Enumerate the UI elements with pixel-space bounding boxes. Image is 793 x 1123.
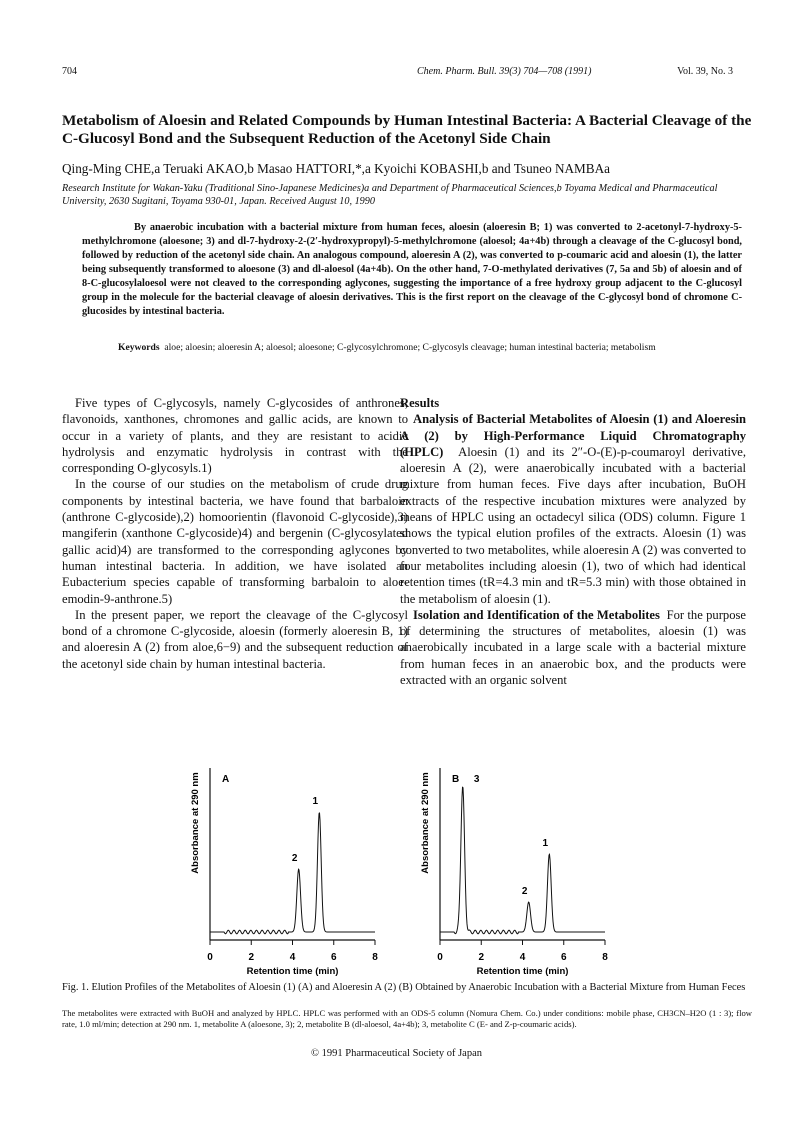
results-paragraph-2 <box>400 607 746 688</box>
panel-b-peak-label-3: 3 <box>473 774 480 785</box>
panel-a-x-tick-label: 8 <box>372 952 378 963</box>
article-title: Metabolism of Aloesin and Related Compounds by Human Intestinal Bacteria: A Bacterial Cleavage of the C-Glucosyl Bond and the Subsequent Reduction of the Acetonyl Side Chain <box>62 112 752 147</box>
intro-paragraph-2: In the course of our studies on the metabolism of crude drug components by intestinal bacteria, we have found that barbaloin (anthrone C-glycoside),2) homoorientin (flavonoid C-glycoside),3) mangiferin (xanthone C-glycoside)4) and bergenin (C-glycosylated gallic acid)4) are transformed to the corresponding aglycones by human intestinal bacteria. In addition, we have isolated an Eubacterium species capable of transforming barbaloin to aloe-emodin-9-anthrone.5) <box>62 477 408 606</box>
intro-paragraph-1: Five types of C-glycosyls, namely C-glycosides of anthrones, flavonoids, xanthones, chromones and gallic acids, are known to occur in a variety of plants, and they are resistant to acidic hydrolysis and enzymatic hydrolysis in contrast with the corresponding O-glycosyls.1) <box>62 396 408 476</box>
results-heading: Results <box>400 396 440 410</box>
results-text-2: For the purpose of determining the structures of metabolites, aloesin (1) was anaerobically incubated in a large scale with a bacterial mixture from human feces in an anaerobic box, and the products were extracted with an organic solvent <box>400 607 746 688</box>
results-paragraph-1 <box>400 411 746 607</box>
panel-a-peak-label-2: 2 <box>291 853 298 864</box>
affiliation: Research Institute for Wakan-Yaku (Traditional Sino-Japanese Medicines)a and Department of Pharmaceutical Sciences,b Toyama Medical and Pharmaceutical University, 2630 Sugitani, Toyama 930-01, Japan. Received August 10, 1990 <box>62 183 718 207</box>
panel-b-x-tick-label: 0 <box>437 952 443 963</box>
panel-b-x-tick-label: 6 <box>560 952 567 963</box>
panel-a-x-tick-label: 2 <box>248 952 255 963</box>
panel-b-panel-label: B <box>452 774 460 785</box>
intro-paragraph-3: In the present paper, we report the cleavage of the C-glycosyl bond of a chromone C-glycoside, aloesin (formerly aloeresin B, 1) and aloeresin A (2) from aloe,6−9) and the subsequent reduction of the acetonyl side chain by human intestinal bacteria. <box>62 607 408 671</box>
keywords-text: aloe; aloesin; aloeresin A; aloesol; aloesone; C-glycosylchromone; C-glycosyls cleavage; human intestinal bacteria; metabolism <box>164 342 656 353</box>
copyright: © 1991 Pharmaceutical Society of Japan <box>311 1048 482 1059</box>
panel-a-x-tick-label: 6 <box>330 952 337 963</box>
figure-1 <box>160 760 660 980</box>
volume-info: Vol. 39, No. 3 <box>677 66 733 77</box>
left-column <box>62 395 408 672</box>
results-subheading-1: Analysis of Bacterial Metabolites of Aloesin (1) and Aloeresin A (2) by High-Performance Liquid Chromatography (HPLC) <box>400 412 746 459</box>
author-list: Qing-Ming CHE,a Teruaki AKAO,b Masao HATTORI,*,a Kyoichi KOBASHI,b and Tsuneo NAMBAa <box>62 161 610 176</box>
right-column <box>400 395 746 688</box>
keywords-label: Keywords <box>118 342 160 353</box>
panel-b-x-tick-label: 4 <box>519 952 526 963</box>
figure-caption: Fig. 1. Elution Profiles of the Metabolites of Aloesin (1) (A) and Aloeresin A (2) (B) Obtained by Anaerobic Incubation with a Bacterial Mixture from Human Feces <box>62 982 746 993</box>
panel-b-x-axis-label: Retention time (min) <box>476 966 569 977</box>
panel-a-trace <box>210 813 375 934</box>
abstract: By anaerobic incubation with a bacterial mixture from human feces, aloesin (aloeresin B; 1) was converted to 2-acetonyl-7-hydroxy-5-methylchromone (aloesone; 3) and dl-7-hydroxy-2-(2′-hydroxypropyl)-5-methylchromone (aloesol; 4a+4b) through a cleavage of the C-glucosyl bond, followed by reduction of the acetonyl side chain. An analogous compound, aloeresin A (2), was converted to p-coumaric acid and aloesin (1), the latter being subsequently transformed to aloesone (3) and dl-aloesol (4a+4b). On the other hand, 7-O-methylated derivatives (7, 5a and 5b) of aloesin and of 8-C-glucosylaloesol were not cleaved to the corresponding aglycones, suggesting the importance of a free hydroxy group adjacent to the C-glucosyl group in the molecule for the bacterial cleavage of aloesin derivatives. This is the first report on the cleavage of the C-glycosyl bond of chromone C-glucosides by intestinal bacteria. <box>82 222 742 317</box>
results-text-1: Aloesin (1) and its 2″-O-(E)-p-coumaroyl derivative, aloeresin A (2), were anaerobically incubated with a bacterial mixture from human feces. Five days after incubation, BuOH extracts of the respective incubation mixtures were analyzed by means of HPLC using an octadecyl silica (ODS) column. Figure 1 shows the typical elution profiles of the extracts. Aloesin (1) was converted to two metabolites, while aloeresin A (2) was converted to four metabolites including aloesin (1), two of which had identical retention times (tR=4.3 min and tR=5.3 min) with those obtained in the metabolism of aloesin (1). <box>400 444 746 606</box>
panel-a-peak-label-1: 1 <box>312 796 319 807</box>
results-subheading-2: Isolation and Identification of the Metabolites <box>413 607 660 622</box>
panel-a-x-tick-label: 0 <box>207 952 213 963</box>
figure-note: The metabolites were extracted with BuOH and analyzed by HPLC. HPLC was performed with an ODS-5 column (Nomura Chem. Co.) under conditions: mobile phase, CH3CN–H2O (1 : 3); flow rate, 1.0 ml/min; detection at 290 nm. 1, metabolite A (aloesone, 3); 2, metabolite B (dl-aloesol, 4a+4b); 3, metabolite C (E- and Z-p-coumaric acids). <box>62 1008 752 1029</box>
panel-a-y-axis-label: Absorbance at 290 nm <box>190 772 201 874</box>
journal-citation: Chem. Pharm. Bull. 39(3) 704—708 (1991) <box>417 66 592 77</box>
panel-a-x-tick-label: 4 <box>289 952 296 963</box>
panel-b-y-axis-label: Absorbance at 290 nm <box>420 772 431 874</box>
panel-a-panel-label: A <box>222 774 230 785</box>
panel-b-peak-label-1: 1 <box>542 838 549 849</box>
page-number: 704 <box>62 66 77 77</box>
chromatogram-figure <box>160 760 660 980</box>
panel-b-x-tick-label: 8 <box>602 952 608 963</box>
running-header <box>62 66 733 80</box>
panel-b-x-tick-label: 2 <box>478 952 485 963</box>
panel-b-trace <box>440 787 605 933</box>
keywords-block <box>82 342 742 354</box>
panel-b-peak-label-2: 2 <box>521 886 528 897</box>
panel-a-x-axis-label: Retention time (min) <box>246 966 339 977</box>
